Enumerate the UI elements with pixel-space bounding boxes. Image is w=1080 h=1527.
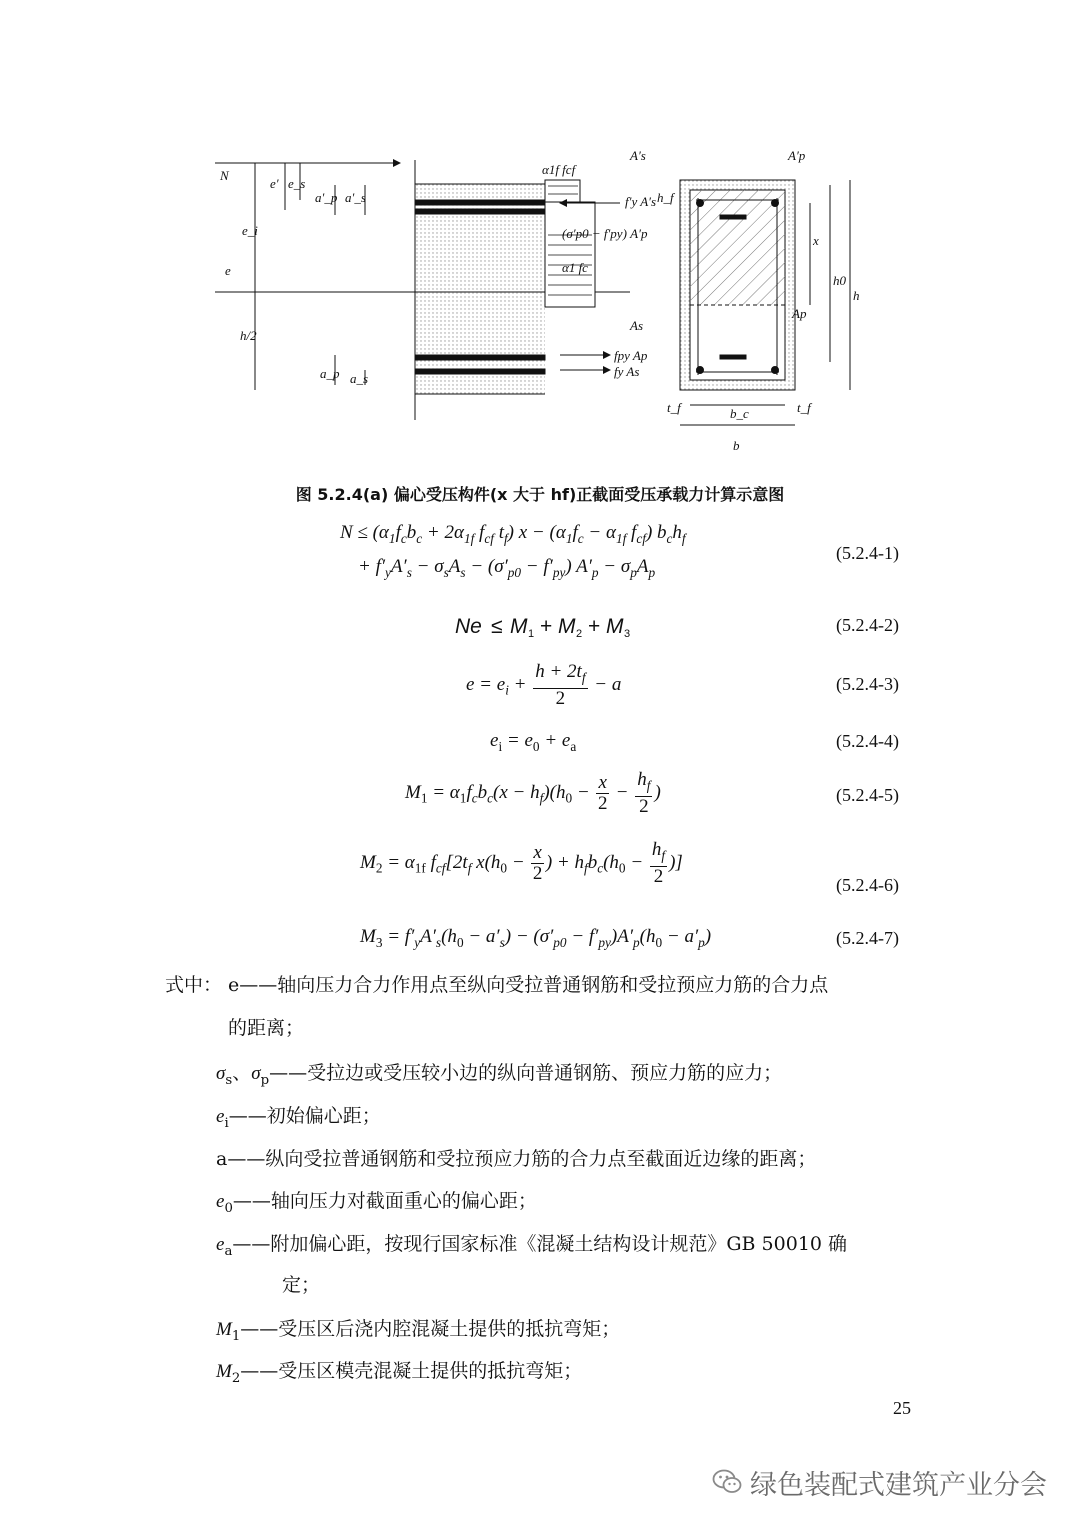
svg-text:+: + bbox=[540, 615, 553, 638]
equation-number-4: (5.2.4-4) bbox=[836, 731, 899, 751]
label-h0: h0 bbox=[833, 273, 846, 288]
definition-e-cont: 的距离； bbox=[228, 1017, 305, 1039]
svg-text:M: M bbox=[558, 615, 576, 638]
label-h-f: h_f bbox=[657, 190, 674, 205]
label-t-f-right: t_f bbox=[797, 400, 811, 415]
equation-5-2-4-2 bbox=[455, 613, 640, 641]
watermark-text: 绿色装配式建筑产业分会 bbox=[750, 1469, 1047, 1501]
label-a-s: a_s bbox=[350, 371, 369, 386]
equation-number-7: (5.2.4-7) bbox=[836, 928, 899, 948]
label-alpha1f-fcf: α1f fcf bbox=[542, 162, 576, 177]
label-e-s: e_s bbox=[288, 176, 306, 191]
label-t-f-left: t_f bbox=[667, 400, 681, 415]
svg-text:Ne: Ne bbox=[455, 615, 482, 638]
label-as-prime: A′s bbox=[630, 148, 646, 163]
definition-m1-text: ——受压区后浇内腔混凝土提供的抵抗弯矩； bbox=[240, 1318, 621, 1340]
label-e-i: e_i bbox=[242, 223, 258, 238]
label-e: e bbox=[225, 263, 231, 278]
watermark bbox=[712, 1462, 1052, 1502]
section-diagram bbox=[200, 140, 880, 470]
equation-number-1: (5.2.4-1) bbox=[836, 543, 899, 563]
definition-e0-text: ——轴向压力对截面重心的偏心距； bbox=[232, 1190, 537, 1212]
label-a-p: a_p bbox=[320, 366, 340, 381]
equation-number-6: (5.2.4-6) bbox=[836, 875, 899, 895]
svg-text:1: 1 bbox=[528, 628, 535, 640]
label-sigma-p0: (σ′p0 − f′py) A′p bbox=[562, 226, 648, 241]
label-a-prime-p: a′_p bbox=[315, 190, 338, 205]
equation-5-2-4-1-line2: + $f'_yA'_s - \sigma_sA_s - (\sigma'_{p0} - f'_{py}) A'_p - \sigma_pA_p$ bbox=[358, 556, 656, 580]
label-n: N bbox=[220, 168, 229, 183]
label-fpy-ap: fpy Ap bbox=[614, 348, 648, 363]
label-as: As bbox=[630, 318, 643, 333]
definition-sigma-text: ——受拉边或受压较小边的纵向普通钢筋、预应力筋的应力； bbox=[269, 1062, 783, 1084]
equation-5-2-4-4: $e_i = e_0 + e_a$ bbox=[490, 730, 577, 754]
equation-5-2-4-5: $M_1 = \alpha_1f_cb_c(x - h_f)(h_0$ − $\frac{x}{2}$ − $\frac{h_f}{2}$ ) bbox=[405, 769, 661, 817]
svg-text:+: + bbox=[588, 615, 601, 638]
equation-5-2-4-7: $M_3 = f'_yA'_s(h_0 - a'_s) - (\sigma'_{p0} - f'_{py})A'_p(h_0 - a'_p)$ bbox=[360, 926, 712, 950]
label-e-prime: e′ bbox=[270, 176, 279, 191]
label-x: x bbox=[813, 233, 819, 248]
label-a-prime-s: a′_s bbox=[345, 190, 366, 205]
definition-a: a——纵向受拉普通钢筋和受拉预应力筋的合力点至截面近边缘的距离； bbox=[216, 1148, 817, 1170]
definition-e: e——轴向压力合力作用点至纵向受拉普通钢筋和受拉预应力筋的合力点 bbox=[228, 974, 829, 996]
label-fy-as-prime: f′y A′s bbox=[625, 194, 657, 209]
definition-ei: $e_i——$初始偏心距； bbox=[216, 1105, 381, 1131]
definition-ei-text: ——初始偏心距； bbox=[228, 1105, 381, 1127]
label-ap: Ap bbox=[792, 306, 807, 321]
wechat-icon bbox=[712, 1468, 742, 1496]
equation-5-2-4-3: $e = e_i$ + $\frac{h + 2t_f}{2}$ − a bbox=[466, 661, 622, 709]
equation-5-2-4-1-line1: $N \le (\alpha_1f_cb_c + 2\alpha_{1f}$ $f_{cf}$ $t_f$) $x - (\alpha_1f_c - \alpha_{1f}$ $f_{cf}$) $b_ch_f$ bbox=[340, 522, 686, 546]
equation-number-2: (5.2.4-2) bbox=[836, 615, 899, 635]
definition-ea-text: ——附加偏心距，按现行国家标准《混凝土结构设计规范》GB 50010 确 bbox=[232, 1233, 848, 1255]
definition-m1: $M_1——$受压区后浇内腔混凝土提供的抵抗弯矩； bbox=[216, 1318, 621, 1344]
definition-sigma: $\sigma_s$、$\sigma_p——$受拉边或受压较小边的纵向普通钢筋、预应力筋的应力； bbox=[216, 1062, 783, 1088]
definition-m2: $M_2——$受压区模壳混凝土提供的抵抗弯矩； bbox=[216, 1360, 583, 1386]
label-fy-as: fy As bbox=[614, 364, 640, 379]
equation-5-2-4-6: $M_2 = \alpha_{1f}$ $f_{cf}[2t_f$ $x(h_0$ − $\frac{x}{2}$ ) + $h_fb_c(h_0$ − $\frac{h_f}{2}$ )] bbox=[360, 839, 683, 887]
page-number: 25 bbox=[893, 1398, 911, 1418]
svg-text:3: 3 bbox=[624, 628, 631, 640]
label-ap-prime: A′p bbox=[788, 148, 806, 163]
definition-m2-text: ——受压区模壳混凝土提供的抵抗弯矩； bbox=[240, 1360, 583, 1382]
svg-text:2: 2 bbox=[576, 628, 583, 640]
equation-number-3: (5.2.4-3) bbox=[836, 674, 899, 694]
svg-text:≤: ≤ bbox=[491, 615, 503, 638]
label-b: b bbox=[733, 438, 740, 453]
label-h: h bbox=[853, 288, 860, 303]
label-h-half: h/2 bbox=[240, 328, 257, 343]
svg-text:M: M bbox=[510, 615, 528, 638]
definition-e0: $e_0——$轴向压力对截面重心的偏心距； bbox=[216, 1190, 537, 1216]
label-b-c: b_c bbox=[730, 406, 749, 421]
equation-number-5: (5.2.4-5) bbox=[836, 785, 899, 805]
label-alpha1-fc: α1 fc bbox=[562, 260, 588, 275]
svg-text:M: M bbox=[606, 615, 624, 638]
figure-caption: 图 5.2.4(a) 偏心受压构件(x 大于 hf)正截面受压承载力计算示意图 bbox=[295, 485, 785, 504]
definition-intro: 式中： bbox=[165, 974, 223, 996]
definition-ea: $e_a——$附加偏心距，按现行国家标准《混凝土结构设计规范》GB 50010 确 bbox=[216, 1233, 848, 1259]
definition-ea-cont: 定； bbox=[282, 1274, 321, 1296]
